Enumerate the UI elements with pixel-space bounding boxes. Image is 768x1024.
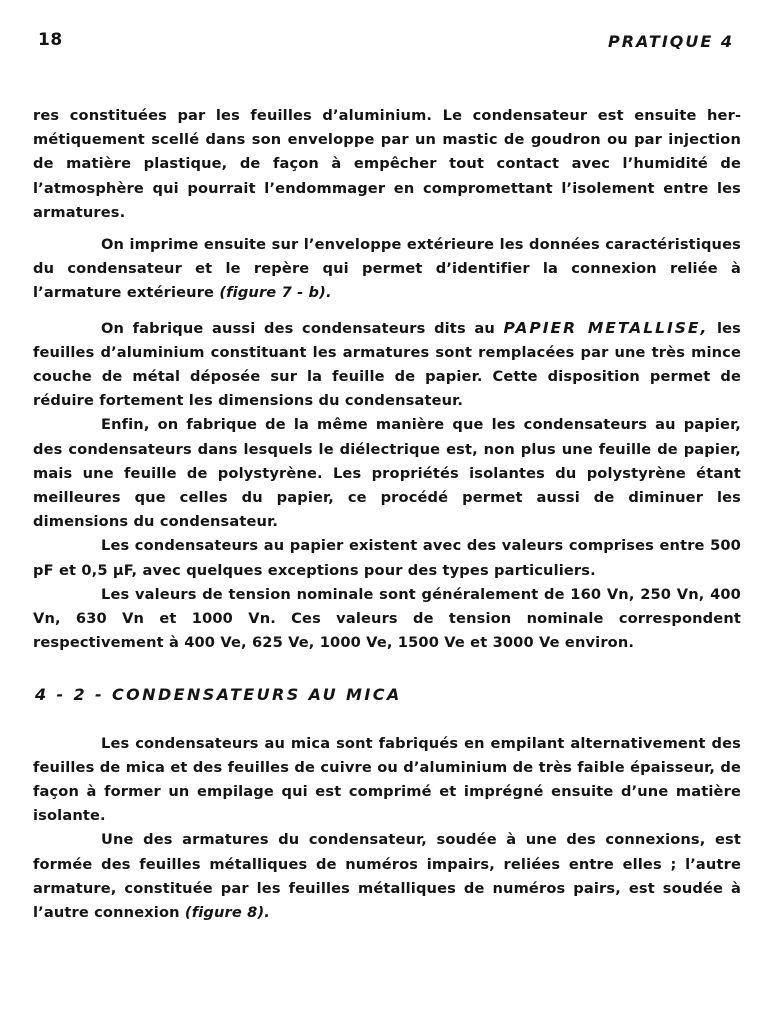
paragraph-2-text: On imprime ensuite sur l’enveloppe extérieure les données caractéristiques du condensateur et le repère qui permet d’identifier la connexion reliée à l’armature extérieure: [33, 236, 741, 302]
paragraph-2: [33, 233, 741, 306]
paragraph-8-text: Une des armatures du condensateur, soudée à une des connexions, est formée des feuilles métalliques de numéros impairs, reliées entre elles ; l’autre armature, constituée par les feuilles métalliques de numéros pairs, est soudée à l’autre connexion: [33, 831, 741, 922]
page-number: 18: [38, 30, 63, 50]
figure-reference: (figure 8).: [184, 904, 270, 922]
paragraph-6: Les valeurs de tension nominale sont généralement de 160 Vn, 250 Vn, 400 Vn, 630 Vn et 1000 Vn. Ces valeurs de tension nominale correspondent respectivement à 400 Ve, 625 Ve, 1000 Ve, 1500 Ve et 3000 Ve environ.: [33, 585, 741, 652]
paragraph-1: res constituées par les feuilles d’aluminium. Le condensateur est ensuite hermétiquement scellé dans son enveloppe par un mastic de goudron ou par injection de matière plastique, de façon à empêcher tout contact avec l’humidité de l’atmosphère qui pourrait l’endommager en compromettant l’isolement entre les armatures.: [33, 107, 741, 221]
paragraph-3: [33, 316, 741, 414]
running-head: PRATIQUE 4: [608, 32, 734, 51]
paragraph-4: Enfin, on fabrique de la même manière que les condensateurs au papier, des condensateurs dans lesquels le diélectrique est, non plus une feuille de papier, mais une feuille de polystyrène. Les propriétés isolantes du polystyrène étant meilleures que celles du papier, ce procédé permet aussi de diminuer les dimensions du condensateur.: [33, 416, 741, 531]
paragraph-5: Les condensateurs au papier existent avec des valeurs comprises entre 500 pF et 0,5 µF, avec quelques exceptions pour des types particuliers.: [33, 537, 741, 579]
paragraph-3-text: les feuilles d’aluminium constituant les armatures sont remplacées par une très mince couche de métal déposée sur la feuille de papier. Cette disposition permet de réduire fortement les dimensions du condensateur.: [33, 319, 741, 410]
emphasized-term: PAPIER METALLISE,: [503, 318, 709, 337]
paragraph-8: [33, 828, 741, 925]
body-text: [33, 104, 741, 925]
paragraph-7: Les condensateurs au mica sont fabriqués en empilant alternativement des feuilles de mica et des feuilles de cuivre ou d’aluminium de très faible épaisseur, de façon à former un empilage qui est comprimé et imprégné ensuite d’une matière isolante.: [33, 734, 741, 825]
figure-reference: (figure 7 - b).: [219, 284, 332, 302]
paragraph-3-lead: On fabrique aussi des condensateurs dits au: [101, 319, 504, 337]
section-title: 4 - 2 - CONDENSATEURS AU MICA: [35, 685, 402, 705]
